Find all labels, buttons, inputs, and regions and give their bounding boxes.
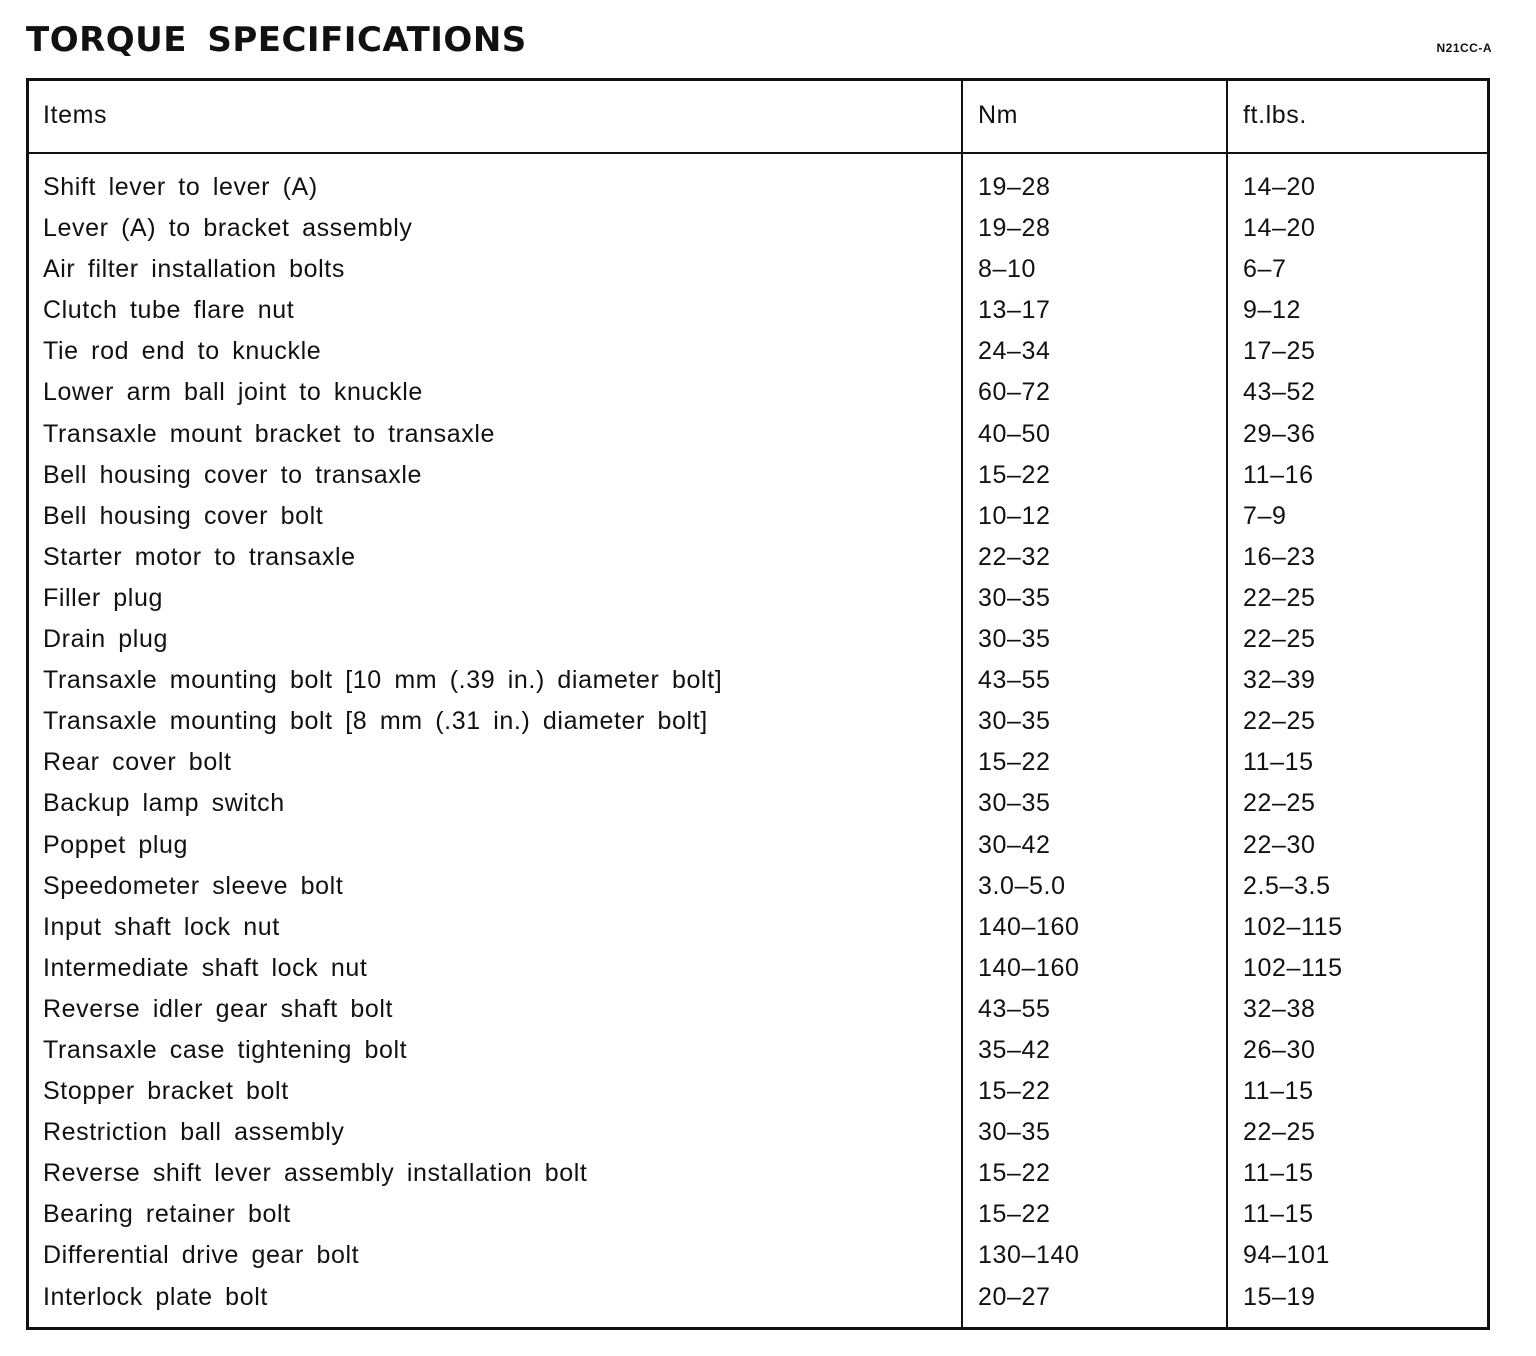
table-header-row [29, 81, 1487, 153]
table-row [29, 537, 1487, 578]
table-row [29, 783, 1487, 824]
item-cell: Poppet plug [43, 830, 189, 859]
item-cell: Drain plug [43, 625, 168, 654]
nm-cell: 22–32 [978, 542, 1051, 571]
table-row [29, 249, 1487, 290]
nm-cell: 10–12 [978, 501, 1051, 530]
item-cell: Rear cover bolt [43, 748, 232, 777]
table-row [29, 701, 1487, 742]
item-cell: Bell housing cover to transaxle [43, 460, 423, 489]
item-cell: Bearing retainer bolt [43, 1200, 291, 1229]
ftlbs-cell: 11–15 [1243, 1159, 1314, 1188]
table-row [29, 496, 1487, 537]
ftlbs-cell: 22–25 [1243, 789, 1316, 818]
ftlbs-cell: 16–23 [1243, 542, 1316, 571]
nm-cell: 15–22 [978, 1077, 1051, 1106]
ftlbs-cell: 6–7 [1243, 255, 1287, 284]
item-cell: Reverse idler gear shaft bolt [43, 994, 394, 1023]
table-row [29, 907, 1487, 948]
table-row [29, 989, 1487, 1030]
item-cell: Interlock plate bolt [43, 1282, 268, 1311]
table-row [29, 1235, 1487, 1276]
nm-cell: 3.0–5.0 [978, 871, 1066, 900]
ftlbs-cell: 22–25 [1243, 583, 1316, 612]
ftlbs-cell: 17–25 [1243, 337, 1316, 366]
table-row [29, 1194, 1487, 1235]
nm-cell: 24–34 [978, 337, 1051, 366]
item-cell: Transaxle mounting bolt [10 mm (.39 in.) diameter bolt] [43, 666, 723, 695]
item-cell: Input shaft lock nut [43, 912, 280, 941]
nm-cell: 140–160 [978, 953, 1080, 982]
ftlbs-cell: 22–30 [1243, 830, 1316, 859]
table-row [29, 167, 1487, 208]
nm-cell: 30–35 [978, 583, 1051, 612]
nm-cell: 20–27 [978, 1282, 1051, 1311]
ftlbs-cell: 26–30 [1243, 1035, 1316, 1064]
torque-specifications-table [26, 78, 1490, 1330]
ftlbs-cell: 11–15 [1243, 1077, 1314, 1106]
nm-cell: 140–160 [978, 912, 1080, 941]
nm-cell: 30–35 [978, 625, 1051, 654]
ftlbs-cell: 102–115 [1243, 912, 1343, 941]
nm-cell: 30–35 [978, 789, 1051, 818]
table-row [29, 455, 1487, 496]
item-cell: Restriction ball assembly [43, 1118, 345, 1147]
table-row [29, 660, 1487, 701]
ftlbs-cell: 2.5–3.5 [1243, 871, 1331, 900]
item-cell: Clutch tube flare nut [43, 296, 295, 325]
header-items: Items [43, 101, 108, 129]
table-row [29, 866, 1487, 907]
item-cell: Differential drive gear bolt [43, 1241, 360, 1270]
page-title: TORQUE SPECIFICATIONS [26, 20, 527, 60]
ftlbs-cell: 14–20 [1243, 214, 1316, 243]
ftlbs-cell: 14–20 [1243, 173, 1316, 201]
table-row [29, 1112, 1487, 1153]
ftlbs-cell: 11–15 [1243, 748, 1314, 777]
nm-cell: 60–72 [978, 378, 1051, 407]
ftlbs-cell: 22–25 [1243, 707, 1316, 736]
table-row [29, 290, 1487, 331]
table-row [29, 825, 1487, 866]
ftlbs-cell: 94–101 [1243, 1241, 1331, 1270]
nm-cell: 30–35 [978, 707, 1051, 736]
nm-cell: 19–28 [978, 173, 1051, 201]
ftlbs-cell: 22–25 [1243, 625, 1316, 654]
ftlbs-cell: 32–39 [1243, 666, 1316, 695]
nm-cell: 43–55 [978, 666, 1051, 695]
table-row [29, 619, 1487, 660]
item-cell: Backup lamp switch [43, 789, 285, 818]
ftlbs-cell: 32–38 [1243, 994, 1316, 1023]
item-cell: Transaxle mount bracket to transaxle [43, 419, 495, 448]
table-row [29, 331, 1487, 372]
table-row [29, 372, 1487, 413]
ftlbs-cell: 11–15 [1243, 1200, 1314, 1229]
nm-cell: 15–22 [978, 748, 1051, 777]
table-row [29, 1277, 1487, 1318]
ftlbs-cell: 29–36 [1243, 419, 1316, 448]
item-cell: Transaxle case tightening bolt [43, 1035, 408, 1064]
item-cell: Lower arm ball joint to knuckle [43, 378, 423, 407]
item-cell: Speedometer sleeve bolt [43, 871, 344, 900]
table-row [29, 742, 1487, 783]
item-cell: Stopper bracket bolt [43, 1077, 289, 1106]
nm-cell: 13–17 [978, 296, 1051, 325]
table-row [29, 1071, 1487, 1112]
ftlbs-cell: 22–25 [1243, 1118, 1316, 1147]
ftlbs-cell: 102–115 [1243, 953, 1343, 982]
table-row [29, 948, 1487, 989]
ftlbs-cell: 7–9 [1243, 501, 1287, 530]
nm-cell: 30–35 [978, 1118, 1051, 1147]
table-row [29, 1030, 1487, 1071]
document-code: N21CC-A [1436, 41, 1492, 55]
item-cell: Lever (A) to bracket assembly [43, 214, 413, 243]
item-cell: Bell housing cover bolt [43, 501, 324, 530]
nm-cell: 15–22 [978, 460, 1051, 489]
item-cell: Tie rod end to knuckle [43, 337, 322, 366]
item-cell: Starter motor to transaxle [43, 542, 356, 571]
ftlbs-cell: 15–19 [1243, 1282, 1316, 1311]
nm-cell: 8–10 [978, 255, 1037, 284]
nm-cell: 15–22 [978, 1159, 1051, 1188]
item-cell: Shift lever to lever (A) [43, 173, 318, 201]
header-nm: Nm [978, 101, 1019, 129]
item-cell: Filler plug [43, 583, 163, 612]
nm-cell: 43–55 [978, 994, 1051, 1023]
ftlbs-cell: 11–16 [1243, 460, 1314, 489]
item-cell: Transaxle mounting bolt [8 mm (.31 in.) diameter bolt] [43, 707, 708, 736]
item-cell: Intermediate shaft lock nut [43, 953, 368, 982]
item-cell: Reverse shift lever assembly installation bolt [43, 1159, 588, 1188]
nm-cell: 30–42 [978, 830, 1051, 859]
table-row [29, 414, 1487, 455]
nm-cell: 35–42 [978, 1035, 1051, 1064]
ftlbs-cell: 9–12 [1243, 296, 1302, 325]
nm-cell: 15–22 [978, 1200, 1051, 1229]
ftlbs-cell: 43–52 [1243, 378, 1316, 407]
table-row [29, 578, 1487, 619]
table-row [29, 1153, 1487, 1194]
nm-cell: 40–50 [978, 419, 1051, 448]
table-body [29, 167, 1487, 1318]
nm-cell: 130–140 [978, 1241, 1080, 1270]
nm-cell: 19–28 [978, 214, 1051, 243]
item-cell: Air filter installation bolts [43, 255, 345, 284]
table-row [29, 208, 1487, 249]
header-ftlbs: ft.lbs. [1243, 101, 1307, 129]
